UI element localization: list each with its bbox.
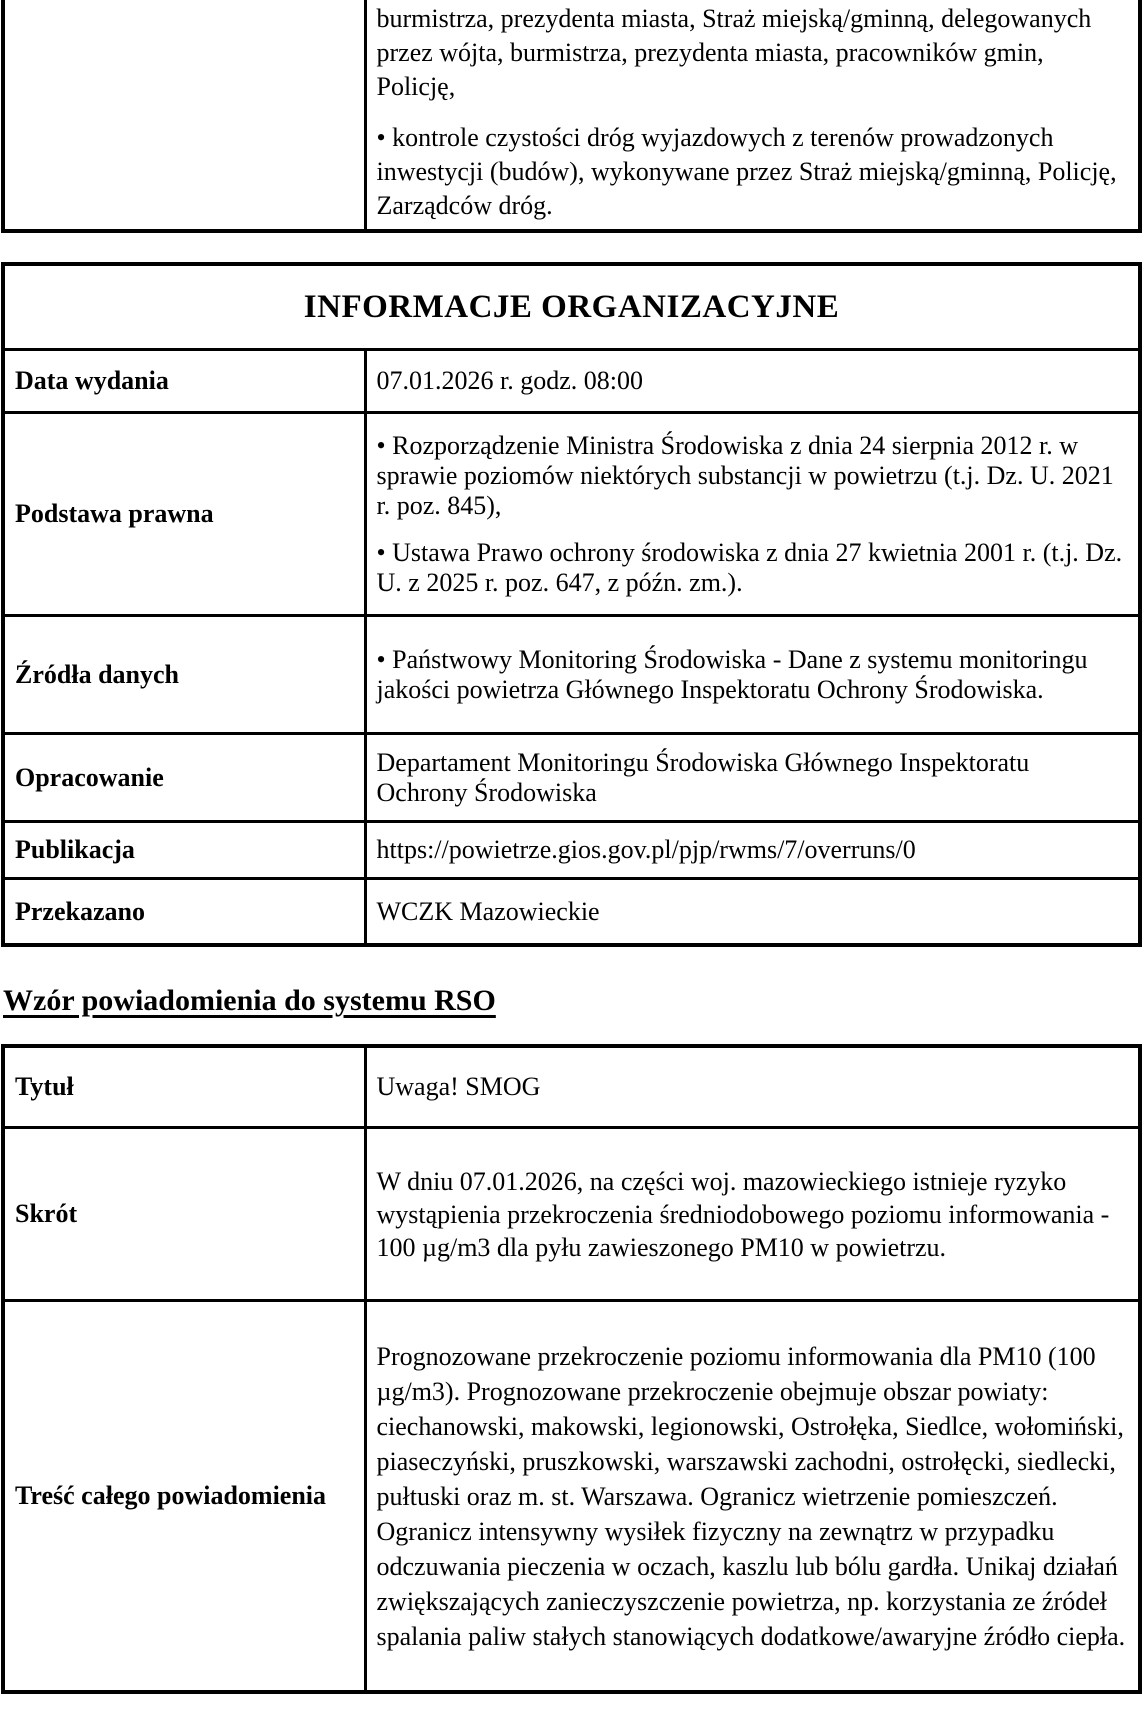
table-row <box>3 350 1140 413</box>
value-tytul: Uwaga! SMOG <box>365 1046 1140 1128</box>
label-opracowanie: Opracowanie <box>3 734 365 822</box>
value-zrodla-danych <box>365 616 1140 734</box>
org-info-title: INFORMACJE ORGANIZACYJNE <box>3 264 1140 350</box>
value-opracowanie: Departament Monitoringu Środowiska Głównego Inspektoratu Ochrony Środowiska <box>365 734 1140 822</box>
top-table-bullet-paragraph: • kontrole czystości dróg wyjazdowych z terenów prowadzonych inwestycji (budów), wykonywane przez Straż miejską/gminną, Policję, Zarządców dróg. <box>376 123 1117 220</box>
value-podstawa-prawna <box>365 413 1140 616</box>
table-row <box>3 1301 1140 1693</box>
table-row <box>3 1046 1140 1128</box>
label-zrodla-danych: Źródła danych <box>3 616 365 734</box>
label-data-wydania: Data wydania <box>3 350 365 413</box>
top-table-empty-label-cell <box>3 0 365 231</box>
document-page <box>1 0 1142 1694</box>
label-podstawa-prawna: Podstawa prawna <box>3 413 365 616</box>
table-row <box>3 879 1140 946</box>
value-tresc-powiadomienia: Prognozowane przekroczenie poziomu informowania dla PM10 (100 µg/m3). Prognozowane przekroczenie obejmuje obszar powiaty: ciechanowski, makowski, legionowski, Ostrołęka, Siedlce, wołomiński, piaseczyński, pruszkowski, warszawski zachodni, ostrołęcki, siedlecki, pułtuski oraz m. st. Warszawa. Ogranicz wietrzenie pomieszczeń. Ogranicz intensywny wysiłek fizyczny na zewnątrz w przypadku odczuwania pieczenia w oczach, kaszlu lub bólu gardła. Unikaj działań zwiększających zanieczyszczenie powietrza, np. korzystania ze źródeł spalania paliw stałych stanowiących dodatkowe/awaryjne źródło ciepła. <box>365 1301 1140 1693</box>
value-publikacja-url: https://powietrze.gios.gov.pl/pjp/rwms/7/overruns/0 <box>365 822 1140 879</box>
label-tytul: Tytuł <box>3 1046 365 1128</box>
table-header-row <box>3 264 1140 350</box>
data-source-bullet: • Państwowy Monitoring Środowiska - Dane z systemu monitoringu jakości powietrza Głównego Inspektoratu Ochrony Środowiska. <box>376 644 1088 704</box>
table-row <box>3 0 1140 231</box>
table-row <box>3 734 1140 822</box>
value-skrot: W dniu 07.01.2026, na części woj. mazowieckiego istnieje ryzyko wystąpienia przekroczenia średniodobowego poziomu informowania - 100 µg/m3 dla pyłu zawieszonego PM10 w powietrzu. <box>365 1128 1140 1301</box>
org-info-table <box>1 262 1142 947</box>
legal-basis-bullet: • Ustawa Prawo ochrony środowiska z dnia 27 kwietnia 2001 r. (t.j. Dz. U. z 2025 r. poz. 647, z późn. zm.). <box>376 537 1123 597</box>
label-tresc-powiadomienia: Treść całego powiadomienia <box>3 1301 365 1693</box>
top-table <box>1 0 1142 233</box>
label-przekazano: Przekazano <box>3 879 365 946</box>
table-row <box>3 1128 1140 1301</box>
table-row <box>3 822 1140 879</box>
rso-section-heading: Wzór powiadomienia do systemu RSO <box>3 984 496 1017</box>
table-row <box>3 413 1140 616</box>
top-table-paragraph: burmistrza, prezydenta miasta, Straż miejską/gminną, delegowanych przez wójta, burmistrza, prezydenta miasta, pracowników gmin, Policję, <box>376 4 1092 101</box>
legal-basis-bullet: • Rozporządzenie Ministra Środowiska z dnia 24 sierpnia 2012 r. w sprawie poziomów niektórych substancji w powietrzu (t.j. Dz. U. 2021 r. poz. 845), <box>376 430 1114 520</box>
value-data-wydania: 07.01.2026 r. godz. 08:00 <box>365 350 1140 413</box>
label-skrot: Skrót <box>3 1128 365 1301</box>
top-table-value-cell <box>365 0 1140 231</box>
value-przekazano: WCZK Mazowieckie <box>365 879 1140 946</box>
table-row <box>3 616 1140 734</box>
rso-table <box>1 1044 1142 1694</box>
label-publikacja: Publikacja <box>3 822 365 879</box>
